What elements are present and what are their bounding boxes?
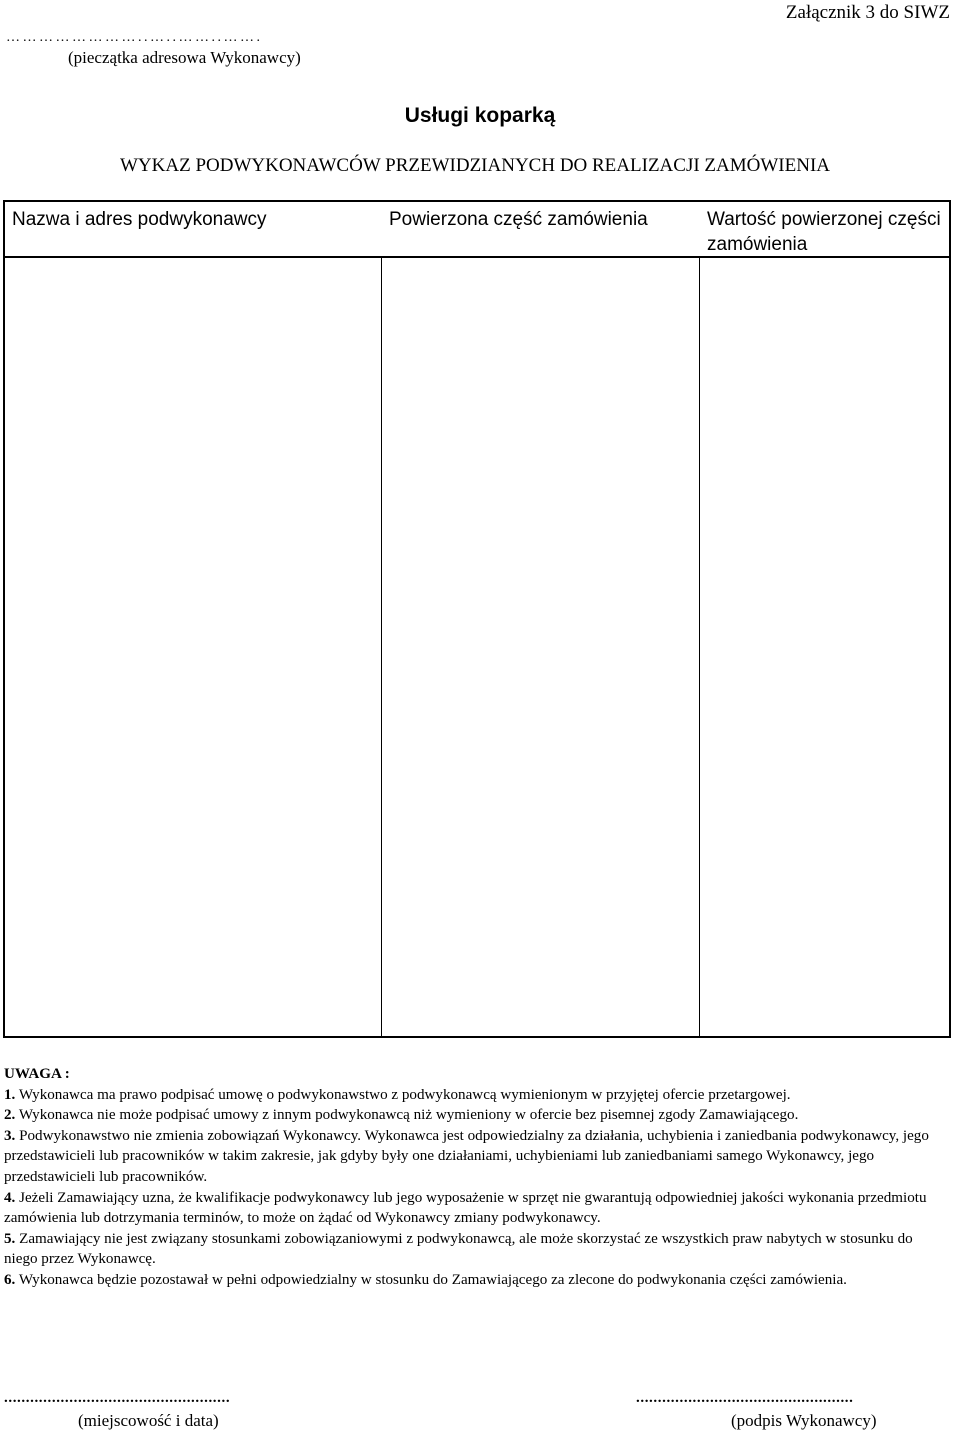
signature-label: (podpis Wykonawcy) [731,1411,877,1430]
header-assigned-part: Powierzona część zamówienia [389,209,648,230]
stamp-label: (pieczątka adresowa Wykonawcy) [68,48,301,67]
note-item: 5. Zamawiający nie jest związany stosunkami zobowiązaniowymi z podwykonawcą, ale może skorzystać ze wszystkich praw nabytych w stosunku do niego przez Wykonawcę. [4,1230,913,1268]
stamp-dotted-line: ……………………..…..……..……. [6,30,263,45]
note-item: 4. Jeżeli Zamawiający uzna, że kwalifikacje podwykonawcy lub jego wyposażenie w sprzęt nie gwarantują odpowiedniej jakości wykonania przedmiotu zamówienia lub dotrzymania terminów, to może on żądać od Wykonawcy zmiany podwykonawcy. [4,1189,927,1227]
attachment-label: Załącznik 3 do SIWZ [785,2,950,23]
table-header-row [5,202,949,258]
header-assigned-value: Wartość powierzonej części zamówienia [707,209,941,255]
notes-section [4,1064,949,1291]
name-address-cell[interactable] [5,258,382,1036]
document-title: Usługi koparką [404,104,556,127]
note-item: 6. Wykonawca będzie pozostawał w pełni odpowiedzialny w stosunku do Zamawiającego za zlecone do podwykonania części zamówienia. [4,1271,847,1288]
note-item: 2. Wykonawca nie może podpisać umowy z innym podwykonawcą niż wymieniony w ofercie bez pisemnej zgody Zamawiającego. [4,1107,799,1124]
place-date-dotted-line: .................................................... [4,1390,231,1406]
signature-dotted-line: .................................................. [636,1390,854,1406]
note-item: 1. Wykonawca ma prawo podpisać umowę o podwykonawstwo z podwykonawcą wymienionym w przyjętej ofercie przetargowej. [4,1086,791,1103]
table-body [5,258,949,1036]
assigned-part-cell[interactable] [382,258,700,1036]
assigned-value-cell[interactable] [700,258,949,1036]
document-subtitle: WYKAZ PODWYKONAWCÓW PRZEWIDZIANYCH DO REALIZACJI ZAMÓWIENIA [120,155,830,176]
notes-heading: UWAGA : [4,1066,70,1082]
note-item: 3. Podwykonawstwo nie zmienia zobowiązań Wykonawcy. Wykonawca jest odpowiedzialny za działania, uchybienia i zaniedbania podwykonawcy, jego przedstawicieli lub pracowników w takim zakresie, jak gdyby były one działaniami, uchybieniami lub zaniedbaniami samego Wykonawcy, jego przedstawicieli lub pracowników. [4,1127,929,1185]
subcontractors-table [3,200,951,1038]
place-date-label: (miejscowość i data) [78,1411,219,1430]
header-name-address: Nazwa i adres podwykonawcy [12,209,267,230]
